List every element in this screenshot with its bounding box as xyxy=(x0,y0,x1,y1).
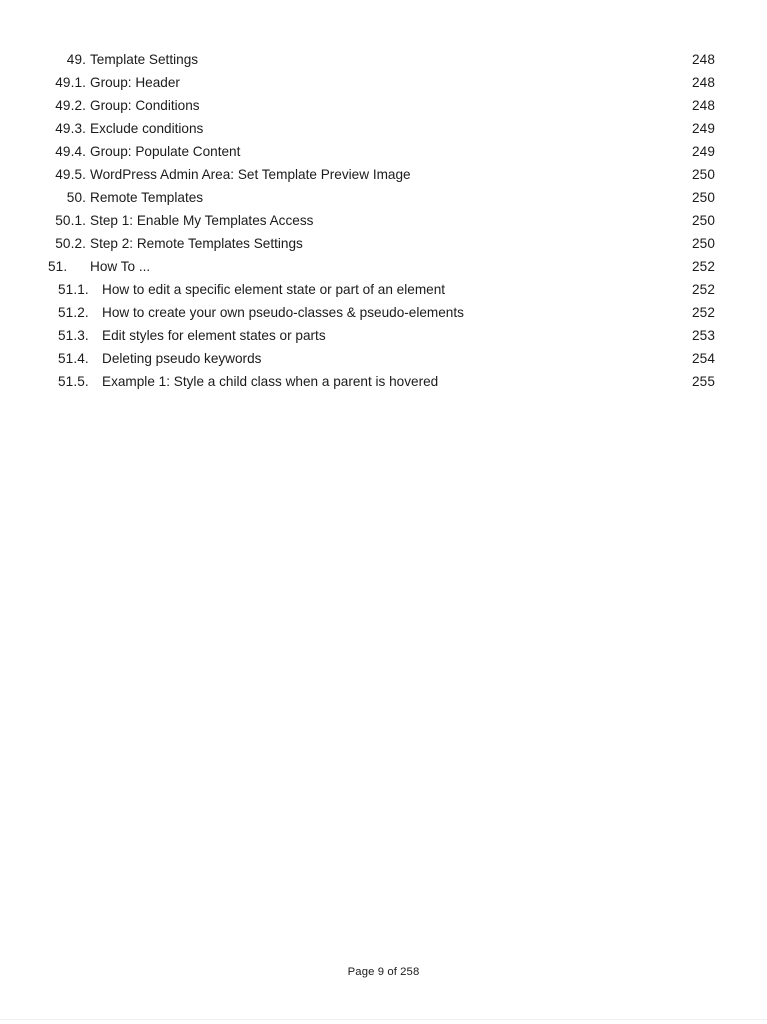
toc-entry-title: Example 1: Style a child class when a parent is hovered xyxy=(102,374,439,389)
toc-entry-title: Group: Conditions xyxy=(90,98,200,113)
toc-entry-number: 49. xyxy=(66,52,86,67)
toc-entry-page-number: 250 xyxy=(692,236,715,251)
toc-entry[interactable] xyxy=(48,370,715,393)
toc-entry[interactable] xyxy=(48,301,715,324)
toc-entry-title: Remote Templates xyxy=(90,190,204,205)
table-of-contents xyxy=(48,48,715,393)
page-bottom-edge xyxy=(0,1019,767,1020)
toc-entry-number: 49.3. xyxy=(55,121,86,136)
toc-entry-title: How to edit a specific element state or part of an element xyxy=(102,282,446,297)
toc-entry[interactable] xyxy=(48,347,715,370)
toc-entry-number: 51.1. xyxy=(58,282,89,297)
page-footer: Page 9 of 258 xyxy=(347,966,420,978)
toc-entry-number: 51. xyxy=(48,259,68,274)
toc-entry-number: 50.2. xyxy=(55,236,86,251)
toc-entry-page-number: 250 xyxy=(692,213,715,228)
toc-entry-page-number: 252 xyxy=(692,305,715,320)
toc-entry-title: Exclude conditions xyxy=(90,121,204,136)
toc-entry-number: 49.2. xyxy=(55,98,86,113)
toc-entry-number: 49.1. xyxy=(55,75,86,90)
toc-entry-page-number: 253 xyxy=(692,328,715,343)
toc-entry[interactable] xyxy=(48,140,715,163)
toc-entry-title: Group: Populate Content xyxy=(90,144,241,159)
toc-entry-title: Template Settings xyxy=(90,52,199,67)
toc-entry[interactable] xyxy=(48,324,715,347)
toc-entry[interactable] xyxy=(48,71,715,94)
toc-entry-title: Edit styles for element states or parts xyxy=(102,328,326,343)
toc-entry-title: How To ... xyxy=(90,259,151,274)
toc-entry-title: Step 1: Enable My Templates Access xyxy=(90,213,314,228)
toc-entry[interactable] xyxy=(48,48,715,71)
toc-entry-number: 51.3. xyxy=(58,328,89,343)
toc-entry-number: 49.4. xyxy=(55,144,86,159)
toc-entry-page-number: 252 xyxy=(692,259,715,274)
toc-entry-page-number: 248 xyxy=(692,75,715,90)
toc-entry[interactable] xyxy=(48,94,715,117)
toc-entry-page-number: 248 xyxy=(692,52,715,67)
toc-entry-page-number: 249 xyxy=(692,121,715,136)
toc-entry-title: How to create your own pseudo-classes & pseudo-elements xyxy=(102,305,464,320)
toc-entry[interactable] xyxy=(48,117,715,140)
toc-entry-page-number: 250 xyxy=(692,190,715,205)
toc-entry-number: 50.1. xyxy=(55,213,86,228)
toc-entry-title: Deleting pseudo keywords xyxy=(102,351,262,366)
toc-entry-page-number: 249 xyxy=(692,144,715,159)
toc-entry-title: WordPress Admin Area: Set Template Preview Image xyxy=(90,167,411,182)
toc-entry[interactable] xyxy=(48,278,715,301)
toc-entry-page-number: 254 xyxy=(692,351,715,366)
toc-entry-title: Group: Header xyxy=(90,75,180,90)
toc-entry-page-number: 255 xyxy=(692,374,715,389)
toc-entry[interactable] xyxy=(48,209,715,232)
toc-entry-page-number: 248 xyxy=(692,98,715,113)
toc-entry[interactable] xyxy=(48,163,715,186)
toc-entry[interactable] xyxy=(48,186,715,209)
toc-entry[interactable] xyxy=(48,232,715,255)
toc-entry[interactable] xyxy=(48,255,715,278)
toc-entry-page-number: 250 xyxy=(692,167,715,182)
toc-entry-number: 50. xyxy=(66,190,86,205)
toc-entry-number: 51.2. xyxy=(58,305,89,320)
toc-entry-number: 51.4. xyxy=(58,351,89,366)
toc-entry-number: 49.5. xyxy=(55,167,86,182)
toc-entry-number: 51.5. xyxy=(58,374,89,389)
toc-entry-title: Step 2: Remote Templates Settings xyxy=(90,236,303,251)
toc-entry-page-number: 252 xyxy=(692,282,715,297)
